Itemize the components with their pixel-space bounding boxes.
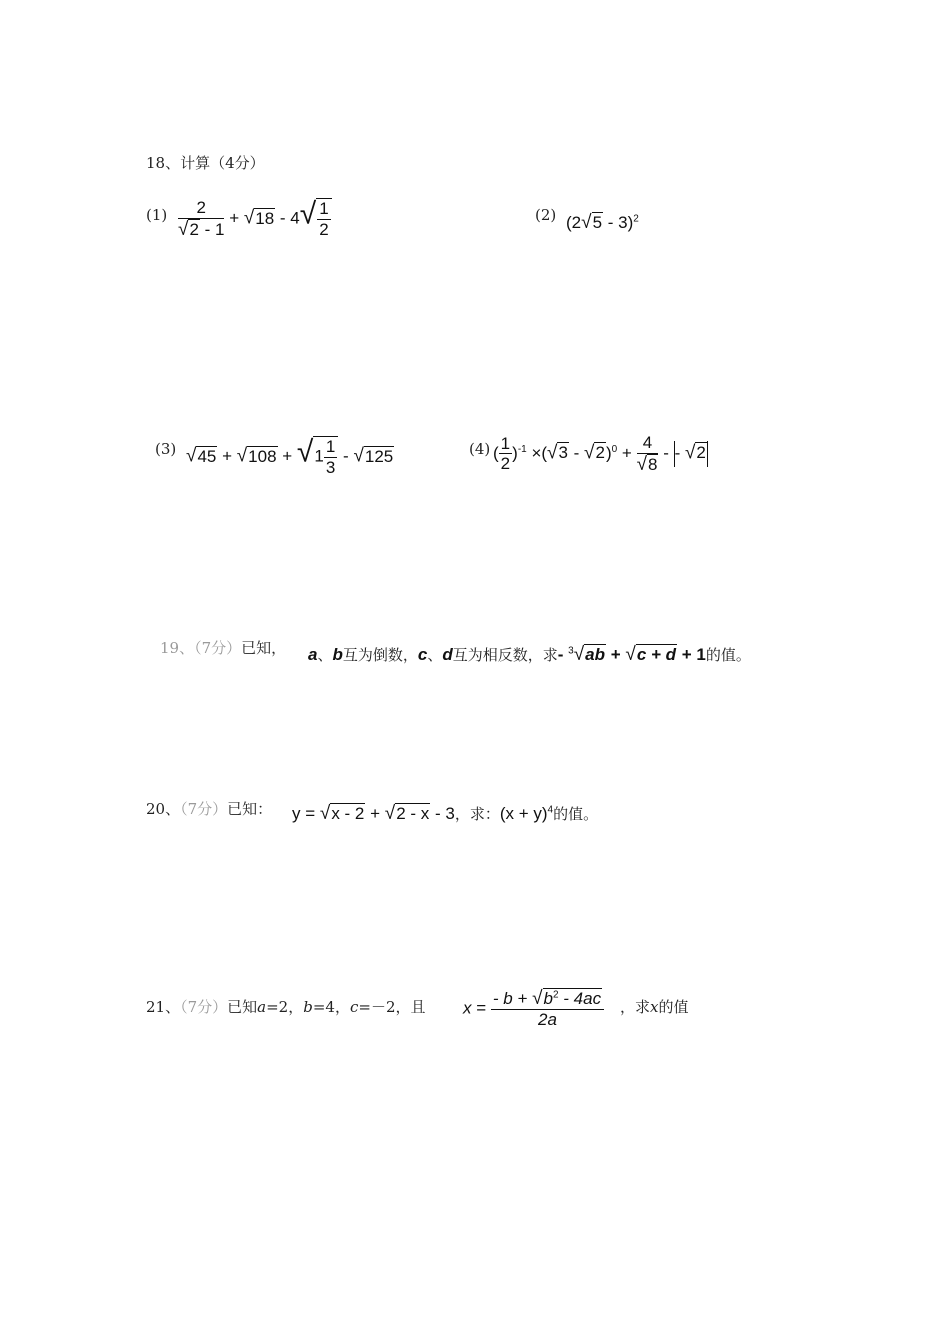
question-20-expression: y = √x - 2 + √2 - x - 3，求：$(x + y)^4$的值。 (292, 803, 599, 824)
question-19: 19、（7分）已知， (160, 639, 287, 657)
expression-4: ( $\frac{1}{2}$ )$^{-1}$ ×(√3 - √2)$^0$ + $\frac{4}{√8}$ - - √2 (493, 433, 706, 475)
question-19-expression: a、b互为倒数，c、d互为相反数，求- $^3$√ab + √c + d + 1的值。 (308, 644, 751, 665)
expression-2: (2√5 - 3)$^2$ (566, 212, 639, 233)
part-3-label: (3) (155, 440, 177, 458)
expression-1: $\frac{2}{√2 - 1}$ + √18 - 4√ $\frac{1}{2}$ (178, 198, 332, 240)
question-21: 21、（7分）已知a=2，b=4，c=－2，且 (146, 998, 426, 1016)
part-2-label: (2) (535, 206, 557, 224)
expression-3: √45 + √108 + √1 $\frac{1}{3}$ - √125 (186, 435, 394, 477)
quadratic-formula: x = $\frac{- b + √b^2 - 4ac}{2a}$ (463, 988, 604, 1030)
part-1-label: (1) (146, 206, 168, 224)
question-21-ask: ，求x的值 (620, 998, 689, 1016)
question-18-title: 18、计算（4分） (146, 154, 265, 172)
part-4-label: (4) (469, 440, 491, 458)
question-20: 20、（7分）已知： (146, 800, 273, 818)
